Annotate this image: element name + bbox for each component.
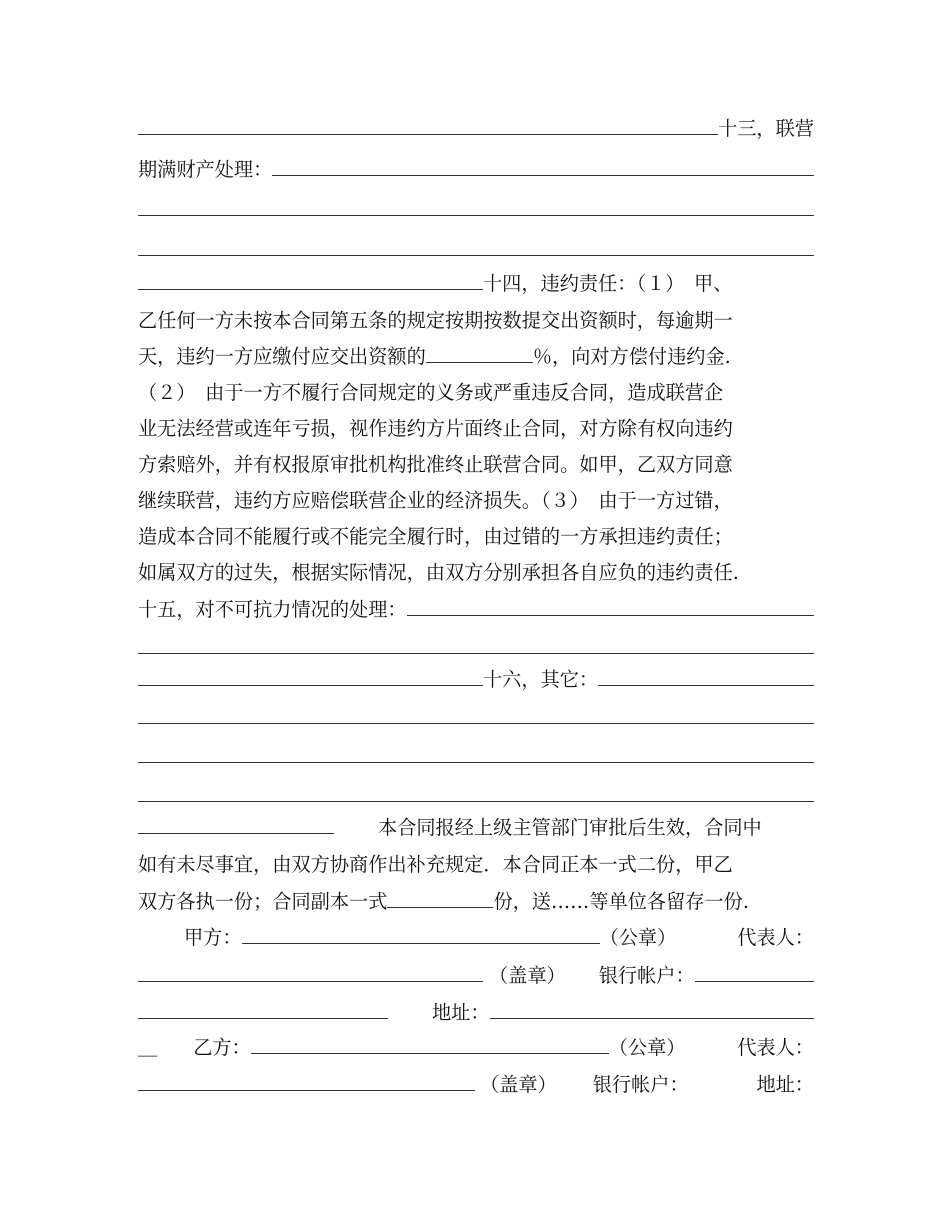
blank-line: [138, 227, 814, 265]
party-b-line: [138, 1062, 814, 1100]
seal-stamp-label: （盖章）: [480, 1072, 557, 1096]
clause-13-label-line: [138, 147, 814, 185]
clause-14-text-line: [138, 478, 814, 516]
bank-account-label: 银行帐户：: [592, 1072, 689, 1096]
clause-16-label-line: [138, 657, 814, 695]
clause-14-text: 如属双方的过失，根据实际情况，由双方分别承担各自应负的违约责任.: [138, 560, 739, 584]
party-a-line: [138, 990, 814, 1028]
closing-text: 份，送……等单位各留存一份.: [493, 889, 749, 913]
closing-text: 如有未尽事宜，由双方协商作出补充规定．本合同正本一式二份，甲乙: [138, 852, 733, 876]
representative-label: 代表人：: [737, 925, 814, 949]
clause-15-label: 十五，对不可抗力情况的处理：: [138, 597, 407, 621]
clause-14-text: （２） 由于一方不履行合同规定的义务或严重违反合同，造成联营企: [138, 380, 724, 404]
clause-14-text: ％，向对方偿付违约金.: [532, 344, 731, 368]
blank-field: [138, 254, 814, 256]
blank-field: [251, 1052, 609, 1054]
clause-16-label: 十六，其它：: [483, 667, 599, 691]
clause-14-heading-line: [138, 261, 814, 299]
blank-field: [138, 652, 814, 654]
blank-field: [138, 1017, 388, 1019]
clause-14-heading: 十四，违约责任：（１） 甲、: [483, 271, 733, 295]
blank-field: [138, 761, 814, 763]
closing-text: 本合同报经上级主管部门审批后生效，合同中: [378, 815, 762, 839]
clause-14-text-line: [138, 334, 814, 372]
blank-field: [407, 614, 814, 616]
clause-14-text: 造成本合同不能履行或不能完全履行时，由过错的一方承担违约责任；: [138, 524, 733, 548]
blank-field: [138, 832, 334, 834]
blank-field: [242, 942, 600, 944]
address-label: 地址：: [432, 1000, 490, 1024]
clause-14-text-line: [138, 298, 814, 336]
blank-field: [426, 361, 533, 363]
seal-stamp-label: （盖章）: [489, 963, 566, 987]
party-a-line: [138, 953, 814, 991]
blank-field: [138, 980, 483, 982]
representative-label: 代表人：: [737, 1035, 814, 1059]
closing-line: [138, 805, 814, 843]
closing-line: [138, 842, 814, 880]
party-a-label: 甲方：: [184, 925, 242, 949]
seal-official-label: （公章）: [599, 925, 677, 949]
clause-14-text-line: [138, 550, 814, 588]
clause-14-text: 方索赔外，并有权报原审批机构批准终止联营合同。如甲，乙双方同意: [138, 452, 733, 476]
clause-14-text: 业无法经营或连年亏损，视作违约方片面终止合同，对方除有权向违约: [138, 416, 733, 440]
closing-line: [138, 879, 814, 917]
blank-field: [272, 174, 814, 176]
blank-field: [490, 1017, 814, 1019]
blank-field: [387, 906, 493, 908]
closing-text: 双方各执一份；合同副本一式: [138, 889, 388, 913]
blank-line: [138, 187, 814, 225]
clause-14-text-line: [138, 514, 814, 552]
blank-field: [138, 800, 814, 802]
clause-14-text-line: [138, 370, 814, 408]
clause-14-text: 天，违约一方应缴付应交出资额的: [138, 344, 426, 368]
clause-13-label: 期满财产处理：: [138, 157, 273, 181]
blank-field: [138, 214, 814, 216]
clause-14-text: 继续联营，违约方应赔偿联营企业的经济损失。（３） 由于一方过错，: [138, 488, 733, 512]
blank-field: [138, 1089, 475, 1091]
address-label: 地址：: [756, 1072, 814, 1096]
clause-14-text-line: [138, 442, 814, 480]
blank-field: [598, 684, 814, 686]
blank-line: [138, 695, 814, 733]
party-b-label: 乙方：: [193, 1035, 251, 1059]
blank-field: [695, 980, 814, 982]
clause-14-text: 乙任何一方未按本合同第五条的规定按期按数提交出资额时，每逾期一: [138, 308, 733, 332]
party-b-line: [138, 1025, 814, 1063]
clause-15-label-line: [138, 587, 814, 625]
blank-field: [138, 684, 483, 686]
clause-14-text-line: [138, 406, 814, 444]
party-a-line: [138, 915, 814, 953]
bank-account-label: 银行帐户：: [598, 963, 695, 987]
blank-line: [138, 734, 814, 772]
clause-13-heading-line: [138, 106, 814, 144]
clause-13-heading: 十三，联营: [718, 116, 814, 140]
blank-field: [138, 288, 483, 290]
blank-field: [138, 722, 814, 724]
blank-field: [138, 133, 718, 135]
underscore-mark: ＿: [138, 1035, 158, 1059]
seal-official-label: （公章）: [608, 1035, 686, 1059]
